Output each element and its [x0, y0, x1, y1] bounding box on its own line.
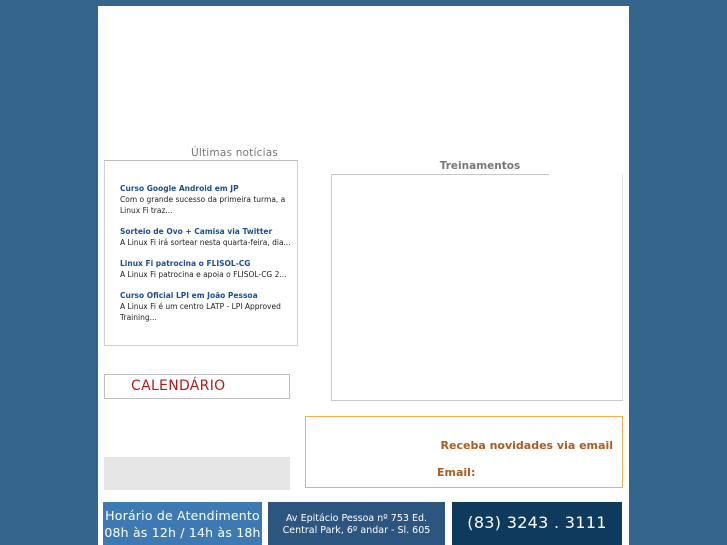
grey-placeholder-box — [104, 457, 290, 490]
news-heading: Últimas notícias — [190, 147, 278, 159]
calendar-box[interactable] — [104, 374, 290, 399]
news-title-link[interactable]: Curso Oficial LPI em João Pessoa — [120, 291, 258, 300]
news-item — [120, 258, 295, 280]
news-item — [120, 183, 295, 216]
news-summary: A Linux Fi patrocina e apoia o FLISOL-CG 2... — [120, 270, 287, 279]
news-item — [120, 226, 295, 248]
hours-title: Horário de Atendimento — [105, 508, 260, 523]
news-summary: A Linux Fi irá sortear nesta quarta-feira, dia... — [120, 238, 291, 247]
newsletter-email-label: Email: — [437, 466, 476, 479]
phone-box — [452, 502, 622, 545]
training-heading: Treinamentos — [439, 160, 521, 172]
news-summary: A Linux Fi é um centro LATP - LPI Approved Training... — [120, 302, 281, 322]
address-line-2: Central Park, 6º andar - Sl. 605 — [282, 525, 431, 536]
newsletter-title: Receba novidades via email — [440, 439, 613, 452]
news-title-link[interactable]: Linux Fi patrocina o FLISOL-CG — [120, 259, 251, 268]
news-title-link[interactable]: Sorteio de Ovo + Camisa via Twitter — [120, 227, 273, 236]
training-panel — [331, 174, 623, 401]
news-title-link[interactable]: Curso Google Android em JP — [120, 184, 239, 193]
calendar-heading: CALENDÁRIO — [131, 378, 226, 394]
hours-value: 08h às 12h / 14h às 18h — [104, 525, 261, 540]
hours-box — [103, 502, 262, 545]
address-box — [268, 502, 445, 545]
news-panel — [104, 160, 298, 346]
news-item — [120, 290, 295, 323]
phone-number: (83) 3243 . 3111 — [467, 513, 607, 532]
address-line-1: Av Epitácio Pessoa nº 753 Ed. — [285, 513, 427, 524]
news-summary: Com o grande sucesso da primeira turma, a Linux Fi traz... — [120, 195, 286, 215]
newsletter-box — [305, 416, 623, 488]
